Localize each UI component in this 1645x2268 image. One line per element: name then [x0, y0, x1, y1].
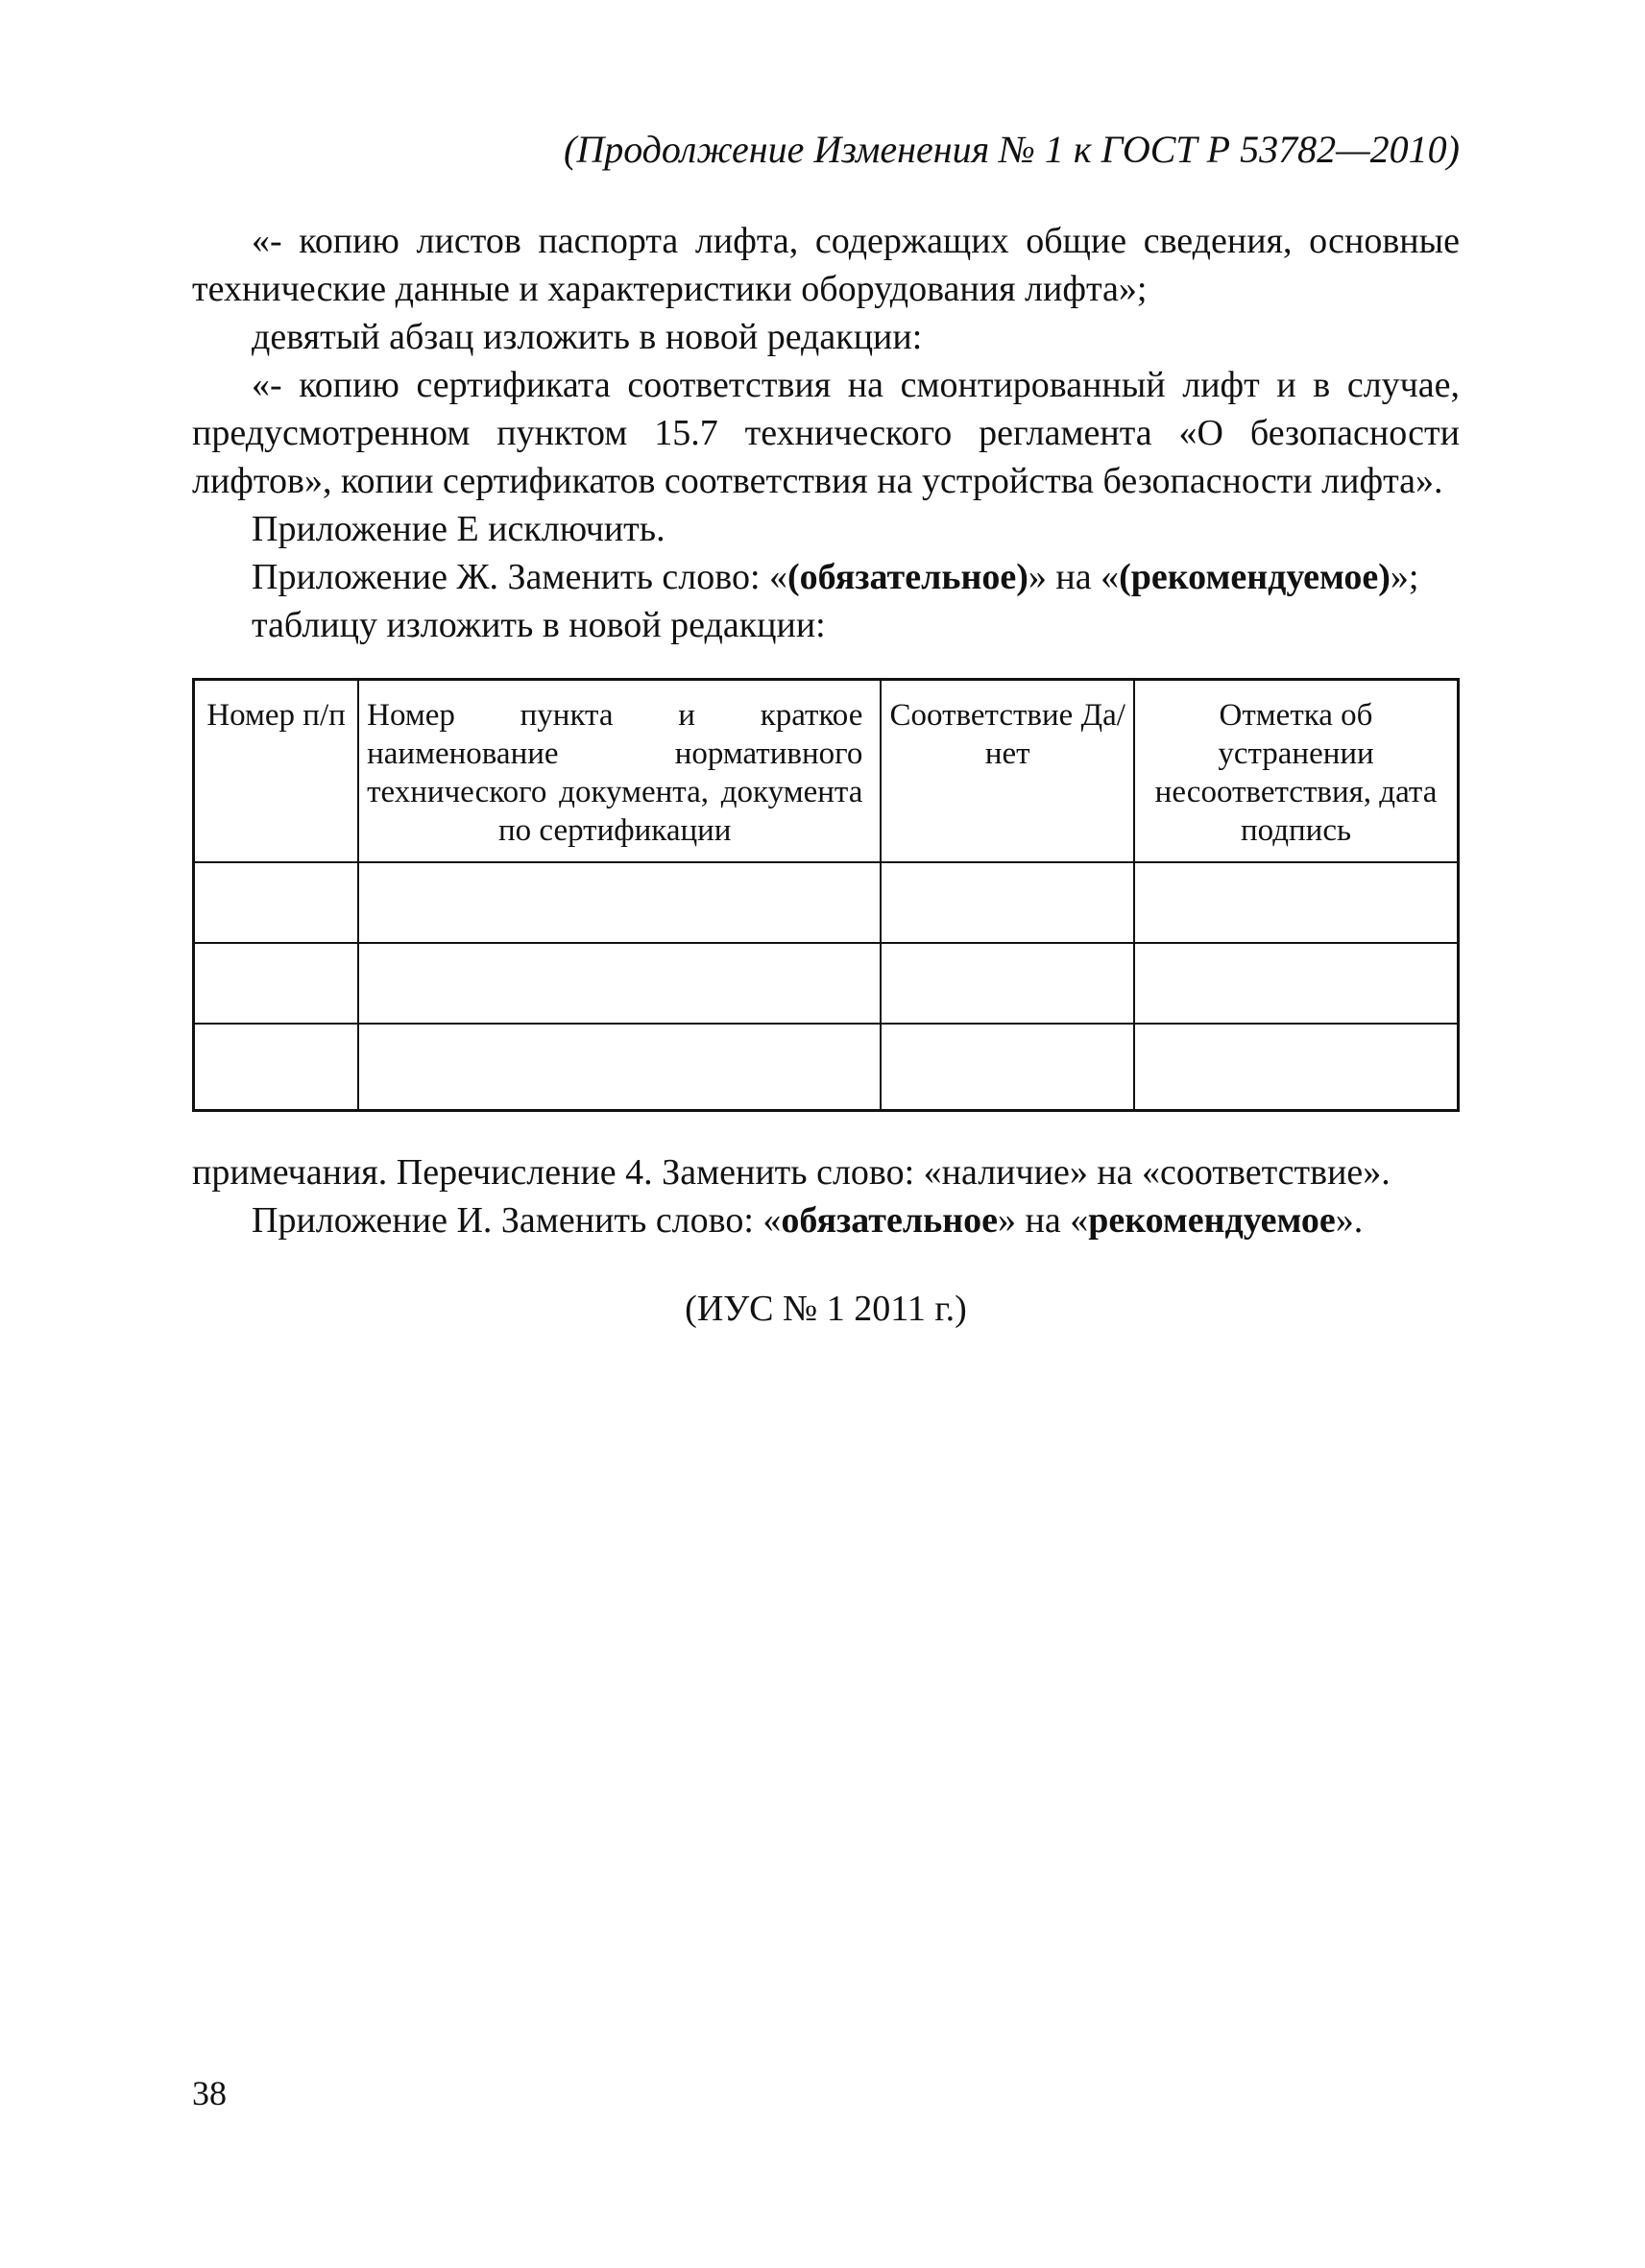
table-cell: [358, 1024, 881, 1111]
paragraph-certificate-copy: «- копию сертификата соответствия на смонтированный лифт и в случае, предусмотренном пунктом 15.7 технического регламента «О безопасности лифтов», копии сертификатов соответствия на устройства безопасности лифта».: [192, 365, 1460, 501]
bold-term: рекомендуемое: [1088, 1200, 1336, 1241]
table-cell: [881, 1024, 1134, 1111]
bold-term: (рекомендуемое): [1119, 557, 1391, 597]
header-compliance: Соответствие Да/нет: [881, 680, 1134, 863]
paragraph-appendix-zh: [192, 553, 1460, 601]
header-remediation: Отметка об устранении несоответствия, дата подпись: [1134, 680, 1458, 863]
paragraph-table-intro: таблицу изложить в новой редакции:: [252, 605, 826, 645]
table-cell: [194, 1024, 359, 1111]
header-number: Номер п/п: [194, 680, 359, 863]
page-header: (Продолжение Изменения № 1 к ГОСТ Р 53782—2010): [564, 128, 1460, 171]
paragraph-notes: примечания. Перечисление 4. Заменить слово: «наличие» на «соответствие».: [192, 1152, 1391, 1193]
text-fragment: Приложение Ж. Заменить слово: «: [252, 557, 787, 597]
bold-term: (обязательное): [787, 557, 1028, 597]
paragraph-ninth-abzac: девятый абзац изложить в новой редакции:: [252, 317, 923, 357]
table-cell: [194, 862, 359, 943]
post-table-text: [192, 1148, 1460, 1244]
table-cell: [358, 862, 881, 943]
page-number: 38: [192, 2074, 227, 2112]
table-row: [194, 862, 1459, 943]
paragraph-passport-copy: «- копию листов паспорта лифта, содержащих общие сведения, основные технические данные и характеристики оборудования лифта»;: [192, 221, 1460, 309]
text-fragment: ».: [1335, 1200, 1364, 1241]
text-fragment: »;: [1390, 557, 1419, 597]
table-cell: [881, 862, 1134, 943]
bold-term: обязательное: [781, 1200, 998, 1241]
text-fragment: » на «: [998, 1200, 1089, 1241]
table-cell: [1134, 862, 1458, 943]
table-row: [194, 1024, 1459, 1111]
paragraph-appendix-i: [192, 1196, 1460, 1244]
ius-reference: (ИУС № 1 2011 г.): [685, 1289, 967, 1329]
table-cell: [358, 943, 881, 1024]
text-fragment: Приложение И. Заменить слово: «: [252, 1200, 782, 1241]
table-cell: [1134, 1024, 1458, 1111]
table-row: [194, 943, 1459, 1024]
table-cell: [194, 943, 359, 1024]
table-cell: [881, 943, 1134, 1024]
compliance-table: [192, 678, 1460, 1112]
header-document: Номер пункта и краткое наименование нормативного технического документа, документа по сертификации: [358, 680, 881, 863]
body-text: [192, 217, 1460, 649]
paragraph-appendix-e: Приложение Е исключить.: [252, 509, 665, 549]
text-fragment: » на «: [1028, 557, 1120, 597]
table-cell: [1134, 943, 1458, 1024]
table-header-row: [194, 680, 1459, 863]
